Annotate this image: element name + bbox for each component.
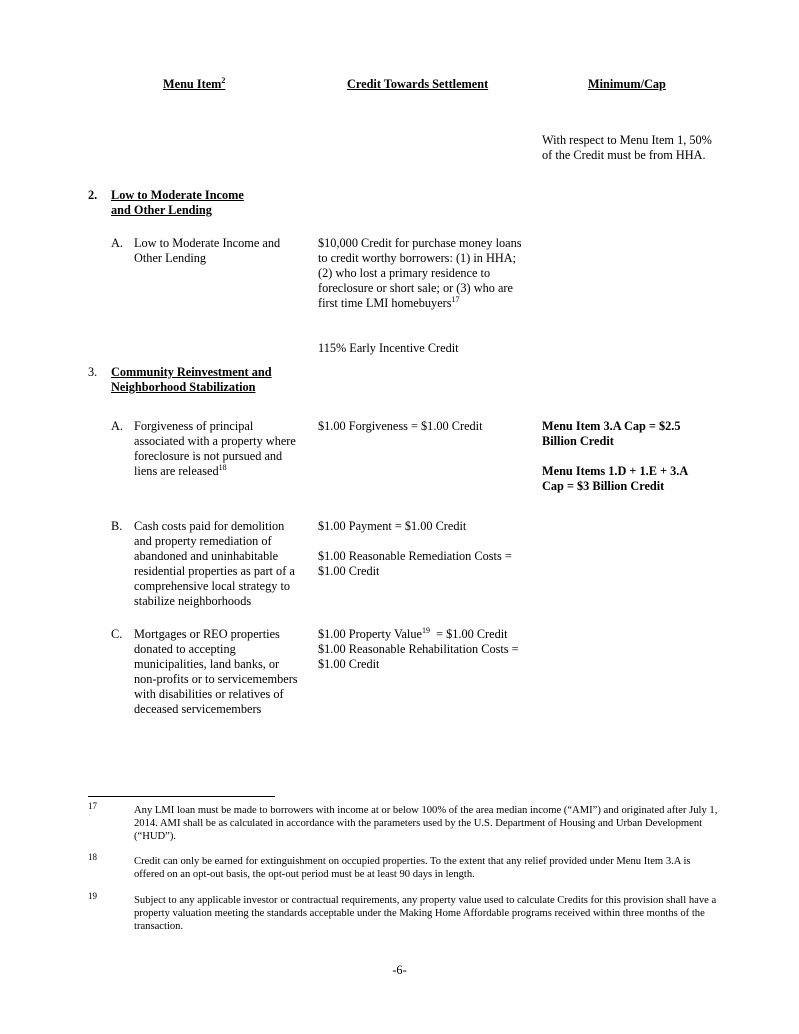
section-3a-letter: A.: [111, 419, 123, 433]
section-3c-credit-1b: = $1.00 Credit: [429, 627, 508, 641]
section-3c-credit-1a: $1.00 Property Value: [318, 627, 422, 641]
header-menu-item: [163, 77, 225, 92]
section-3a-credit: $1.00 Forgiveness = $1.00 Credit: [318, 419, 483, 433]
header-minimum-cap: Minimum/Cap: [588, 77, 666, 91]
section-3a-cap-2: Menu Items 1.D + 1.E + 3.A Cap = $3 Billion Credit: [542, 464, 688, 493]
section-3c-letter: C.: [111, 627, 123, 641]
footnote-19-number: 19: [88, 891, 97, 901]
carryover-cap-text: With respect to Menu Item 1, 50% of the Credit must be from HHA.: [542, 133, 712, 162]
section-3c-credit-2: $1.00 Reasonable Rehabilitation Costs = $1.00 Credit: [318, 642, 519, 671]
page-number: -6-: [392, 963, 407, 977]
footnote-18-text: Credit can only be earned for extinguishment on occupied properties. To the extent that any relief provided under Menu Item 3.A is offered on an opt-out basis, the opt-out period must be at least 90 days in length.: [134, 856, 691, 880]
footnote-17-number: 17: [88, 801, 97, 811]
footnote-ref-17: 17: [451, 294, 460, 304]
footnote-ref-19: 19: [421, 625, 430, 635]
header-footnote-ref: 2: [221, 75, 226, 85]
section-2a-text: Low to Moderate Income and Other Lending: [134, 236, 281, 265]
footnote-separator: [88, 796, 275, 797]
footnote-18-number: 18: [88, 852, 97, 862]
section-3c-text: Mortgages or REO properties donated to accepting municipalities, land banks, or non-profits or to servicemembers with disabilities or relatives of deceased servicemembers: [134, 627, 298, 716]
section-2-number: 2.: [88, 188, 98, 202]
footnote-17-text: Any LMI loan must be made to borrowers with income at or below 100% of the area median income (“AMI”) and originated after July 1, 2014. AMI shall be as calculated in accordance with the parameters used by the U.S. Department of Housing and Urban Development (“HUD”).: [134, 805, 718, 842]
section-3a-text: [134, 419, 306, 479]
header-credit: Credit Towards Settlement: [347, 77, 489, 91]
footnote-19-text: Subject to any applicable investor or contractual requirements, any property value used to calculate Credits for this provision shall have a property valuation meeting the standards acceptable under the Making Home Affordable programs received within three months of the transaction.: [134, 895, 717, 932]
section-2-title: Low to Moderate Income and Other Lending: [111, 188, 244, 217]
section-3b-credit-2: $1.00 Reasonable Remediation Costs = $1.00 Credit: [318, 549, 512, 578]
section-3a-cap-1: Menu Item 3.A Cap = $2.5 Billion Credit: [542, 419, 681, 448]
section-2a-credit-text: $10,000 Credit for purchase money loans to credit worthy borrowers: (1) in HHA; (2) who lost a primary residence to foreclosure or short sale; or (3) who are first time LMI homebuyers: [318, 236, 522, 310]
section-3-title: Community Reinvestment and Neighborhood Stabilization: [111, 365, 272, 394]
footnote-ref-18: 18: [218, 462, 227, 472]
header-menu-item-label: Menu Item: [163, 77, 222, 91]
section-2a-early-incentive: 115% Early Incentive Credit: [318, 341, 459, 355]
section-2a-letter: A.: [111, 236, 123, 250]
section-3a-text-body: Forgiveness of principal associated with a property where foreclosure is not pursued and liens are released: [134, 419, 296, 478]
section-3c-credit-1: [318, 627, 538, 642]
section-2a-credit: [318, 236, 524, 311]
section-3b-letter: B.: [111, 519, 123, 533]
section-3b-credit-1: $1.00 Payment = $1.00 Credit: [318, 519, 467, 533]
section-3b-text: Cash costs paid for demolition and property remediation of abandoned and uninhabitable residential properties as part of a comprehensive local strategy to stabilize neighborhoods: [134, 519, 295, 608]
section-3-number: 3.: [88, 365, 98, 379]
